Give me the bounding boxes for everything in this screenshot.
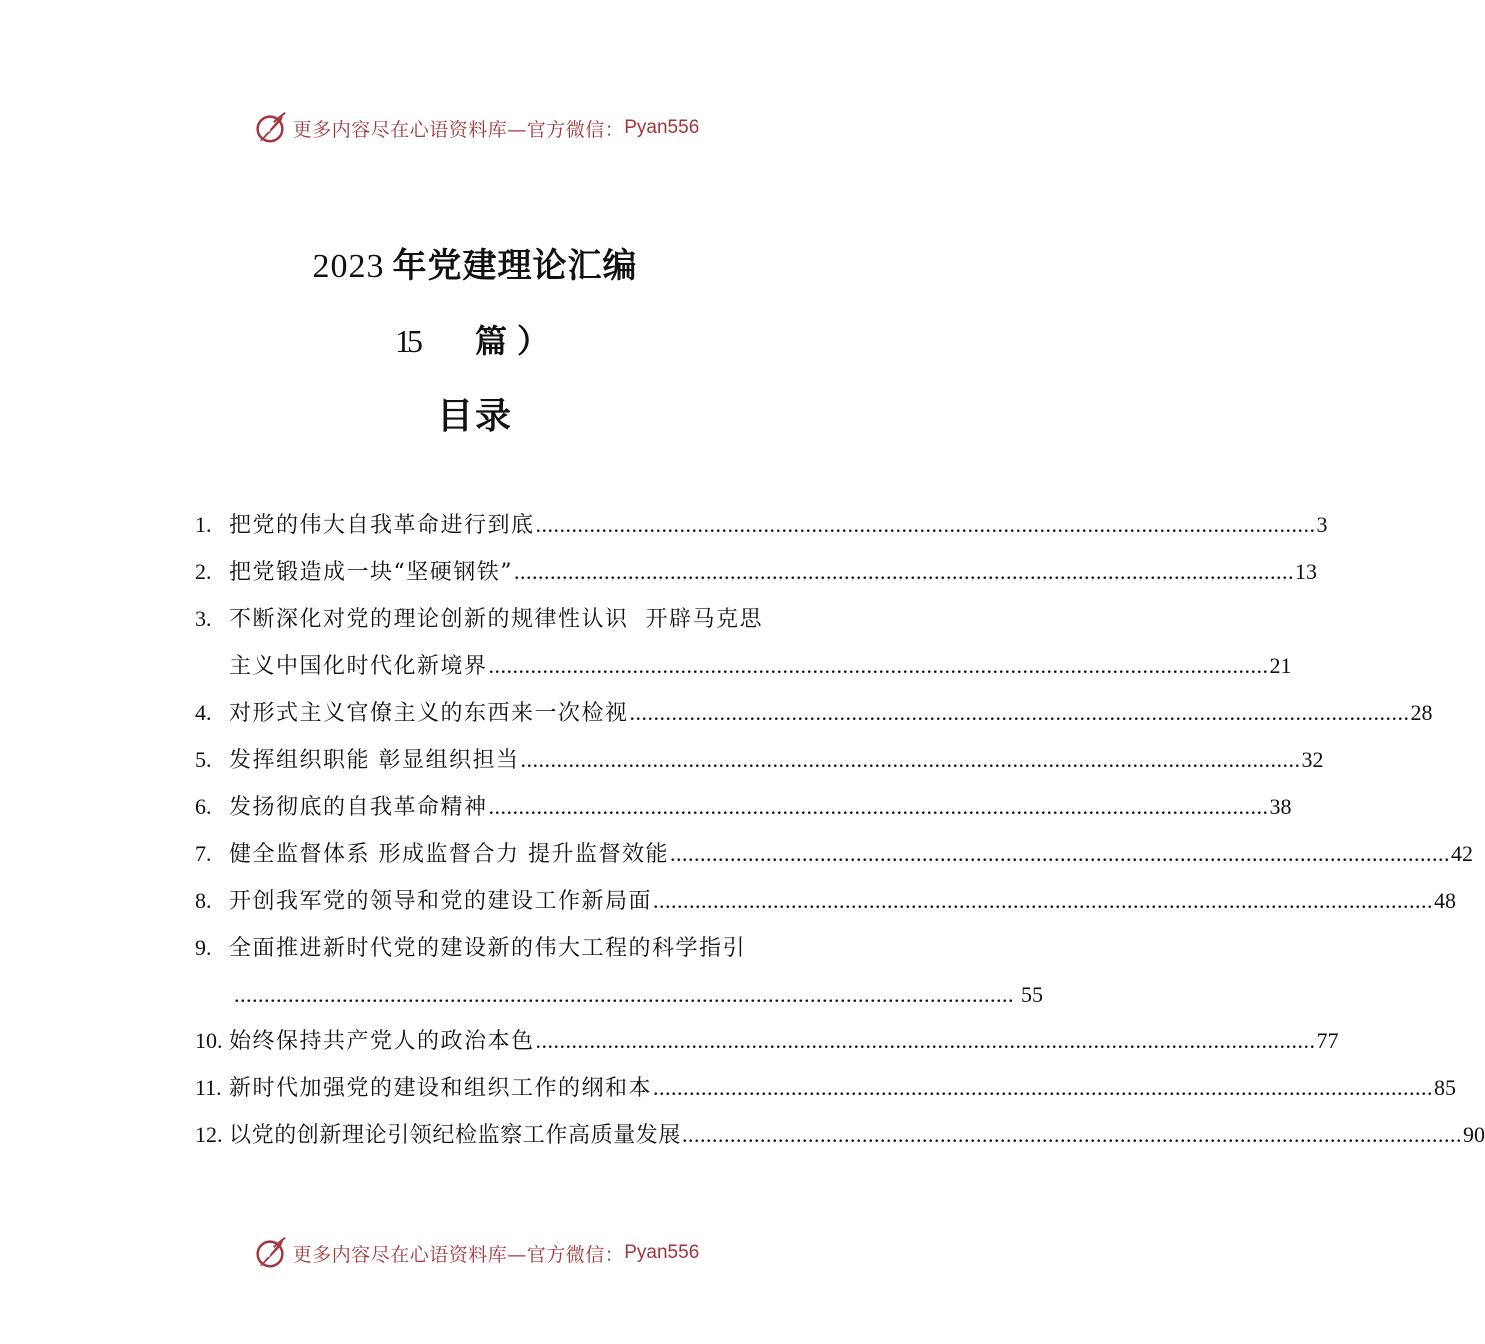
toc-entry[interactable]: [195, 831, 1473, 878]
toc-leader-dots: ..................................................................................................................................: [535, 1028, 1316, 1053]
article-count: [395, 316, 549, 362]
toc-entry[interactable]: [195, 784, 1292, 831]
toc-entry-number: 9.: [195, 935, 212, 960]
quill-pen-logo-icon: [251, 109, 289, 147]
toc-leader-dots: ..................................................................................................................................: [520, 747, 1301, 772]
toc-entry-title: 全面推进新时代党的建设新的伟大工程的科学指引: [229, 936, 747, 961]
toc-entry-page: 90: [1463, 1122, 1485, 1147]
toc-entry-number: 11.: [195, 1075, 222, 1100]
toc-leader-dots: ..................................................................................................................................: [653, 1075, 1434, 1100]
toc-entry-number: 12.: [195, 1122, 223, 1147]
toc-leader-dots: ..................................................................................................................................: [535, 512, 1316, 537]
toc-entry-title: 发挥组织职能 彰显组织担当: [229, 748, 520, 773]
toc-entry-number: 10.: [195, 1028, 223, 1053]
quill-pen-logo-icon: [251, 1234, 289, 1272]
toc-entry-page: 42: [1451, 841, 1473, 866]
toc-leader-dots: ..................................................................................................................................: [488, 653, 1269, 678]
toc-entry-number: 8.: [195, 888, 212, 913]
toc-entry[interactable]: [195, 878, 1457, 925]
banner-wechat-id: Pyan556: [624, 1242, 700, 1263]
toc-leader-dots: ..................................................................................................................................: [514, 559, 1294, 584]
toc-entry[interactable]: [195, 1065, 1457, 1112]
toc-entry[interactable]: [195, 737, 1324, 784]
toc-entry-number: 2.: [195, 559, 212, 584]
toc-heading: 目录: [436, 395, 513, 437]
toc-entry-title: 开创我军党的领导和党的建设工作新局面: [229, 889, 653, 914]
toc-entry-title: 健全监督体系 形成监督合力 提升监督效能: [229, 842, 669, 867]
banner-wechat-id: Pyan556: [624, 117, 700, 138]
toc-entry-title: 把党锻造成一块“坚硬钢铁”: [229, 560, 513, 585]
toc-leader-dots: ..................................................................................................................................: [670, 841, 1450, 866]
toc-entry-page: 28: [1410, 700, 1433, 725]
toc-entry-page: 77: [1316, 1028, 1339, 1053]
toc-leader-dots: ..................................................................................................................................: [488, 794, 1269, 819]
footer-banner: [0, 1233, 950, 1273]
toc-entry-page: 3: [1316, 512, 1328, 537]
toc-entry[interactable]: [195, 502, 1328, 549]
toc-entry-title: 以党的创新理论引领纪检监察工作高质量发展: [229, 1123, 682, 1148]
toc-entry-number: 4.: [195, 700, 212, 725]
toc-entry-number: 6.: [195, 794, 212, 819]
banner-text: 更多内容尽在心语资料库—官方微信：: [292, 118, 625, 141]
toc-entry-page: 21: [1269, 653, 1292, 678]
toc-entry-page: 38: [1269, 794, 1292, 819]
toc-entry-page: 13: [1295, 559, 1317, 584]
toc-entry[interactable]: [195, 925, 1043, 1018]
toc-entry-page: 85: [1434, 1075, 1457, 1100]
toc-entry-title: 始终保持共产党人的政治本色: [229, 1029, 535, 1054]
toc-leader-dots: ..................................................................................................................................: [653, 888, 1434, 913]
toc-entry-title: 不断深化对党的理论创新的规律性认识 开辟马克思: [229, 607, 763, 632]
table-of-contents: [195, 502, 1485, 1159]
toc-entry-title: 把党的伟大自我革命进行到底: [229, 513, 535, 538]
toc-entry-page: 32: [1301, 747, 1324, 772]
toc-entry-number: 1.: [195, 512, 212, 537]
toc-leader-dots: ..................................................................................................................................: [629, 700, 1410, 725]
toc-leader-dots: ..................................................................................................................................: [682, 1122, 1463, 1147]
toc-leader-dots: ..................................................................................................................................: [234, 982, 1014, 1007]
toc-entry[interactable]: [195, 690, 1433, 737]
toc-entry-page: 48: [1434, 888, 1457, 913]
title-text: 年党建理论汇编: [392, 246, 638, 286]
article-count-unit: 篇: [475, 322, 508, 360]
toc-entry-page: 55: [1021, 982, 1043, 1007]
article-count-paren: ）: [517, 322, 550, 360]
toc-entry[interactable]: [195, 1112, 1485, 1159]
header-banner: [0, 108, 950, 148]
title-year: 2023: [312, 248, 385, 285]
toc-entry-number: 7.: [195, 841, 212, 866]
toc-entry[interactable]: [195, 596, 1292, 690]
toc-entry-number: 3.: [195, 606, 212, 631]
toc-entry[interactable]: [195, 1018, 1339, 1065]
article-count-number: 15: [395, 323, 419, 359]
document-title: [0, 238, 950, 287]
banner-text: 更多内容尽在心语资料库—官方微信：: [292, 1243, 625, 1266]
toc-entry-number: 5.: [195, 747, 212, 772]
toc-entry-title: 发扬彻底的自我革命精神: [229, 795, 488, 820]
toc-entry-title: 对形式主义官僚主义的东西来一次检视: [229, 701, 629, 726]
toc-entry-title: 新时代加强党的建设和组织工作的纲和本: [229, 1076, 653, 1101]
toc-entry[interactable]: [195, 549, 1317, 596]
toc-entry-title-continued: 主义中国化时代化新境界: [229, 654, 488, 679]
